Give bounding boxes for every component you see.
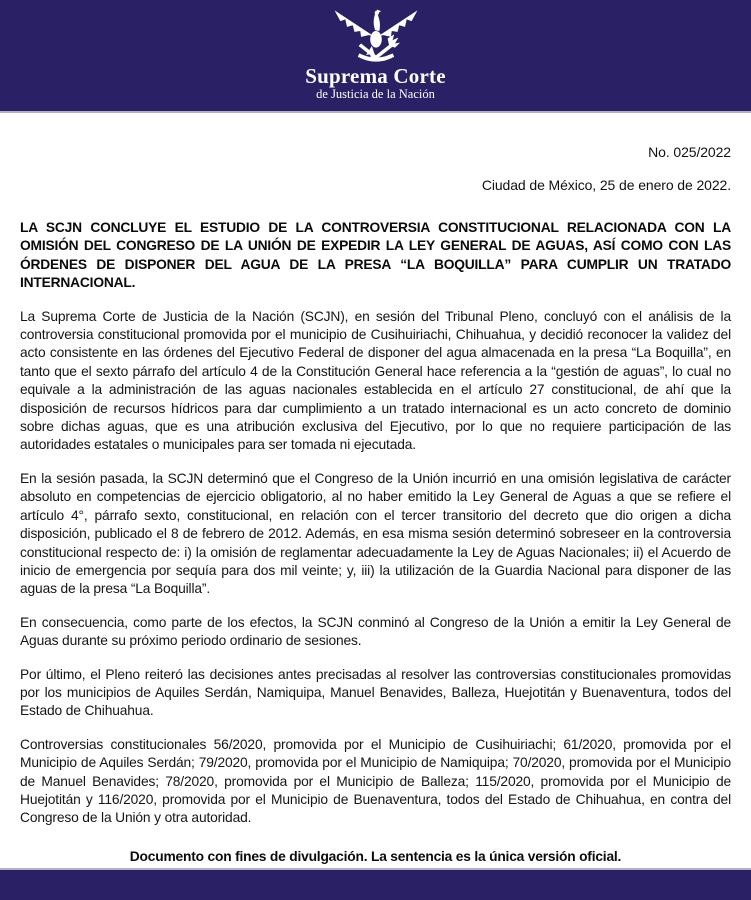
body-paragraph-5: Controversias constitucionales 56/2020, promovida por el Municipio de Cusihuiriachi; 61/2020, promovida por el Municipio de Aquiles Serdán; 79/2020, promovida por el Municipio de Namiquipa; 70/2020, promovida por el Municipio de Manuel Benavides; 78/2020, promovida por el Municipio de Balleza; 115/2020, promovida por el Municipio de Huejotitán y 116/2020, promovida por el Municipio de Buenaventura, todos del Estado de Chihuahua, en contra del Congreso de la Unión y otra autoridad. xyxy=(20,736,731,826)
body-paragraph-3: En consecuencia, como parte de los efectos, la SCJN conminó al Congreso de la Unión a emitir la Ley General de Aguas durante su próximo periodo ordinario de sesiones. xyxy=(20,614,731,649)
scjn-eagle-icon xyxy=(326,7,426,65)
org-subtitle: de Justicia de la Nación xyxy=(316,87,435,101)
footer-band xyxy=(0,868,751,900)
body-paragraph-2: En la sesión pasada, la SCJN determinó que el Congreso de la Unión incurrió en una omisión legislativa de carácter absoluto en competencias de ejercicio obligatorio, al no haber emitido la Ley General de Aguas a que se refiere el artículo 4°, párrafo sexto, constitucional, en relación con el tercer transitorio del decreto que dio origen a dicha disposición, publicado el 8 de febrero de 2012. Además, en esa misma sesión determinó sobreseer en la controversia constitucional respecto de: i) la omisión de reglamentar adecuadamente la Ley de Aguas Nacionales; ii) el Acuerdo de inicio de emergencia por sequía para dos mil veinte; y, iii) la utilización de la Guardia Nacional para disponer de las aguas de la presa “La Boquilla”. xyxy=(20,470,731,597)
header-band xyxy=(0,0,751,113)
document-body xyxy=(20,113,731,864)
dateline: Ciudad de México, 25 de enero de 2022. xyxy=(481,177,731,193)
disclaimer-note: Documento con fines de divulgación. La sentencia es la única versión oficial. xyxy=(129,848,622,864)
org-name: Suprema Corte xyxy=(305,64,446,88)
body-paragraph-4: Por último, el Pleno reiteró las decisiones antes precisadas al resolver las controversias constitucionales promovidas por los municipios de Aquiles Serdán, Namiquipa, Manuel Benavides, Balleza, Huejotitán y Buenaventura, todos del Estado de Chihuahua. xyxy=(20,666,731,719)
document-number: No. 025/2022 xyxy=(648,144,731,160)
body-paragraph-1: La Suprema Corte de Justicia de la Nación (SCJN), en sesión del Tribunal Pleno, concluyó con el análisis de la controversia constitucional promovida por el municipio de Cusihuiriachi, Chihuahua, y decidió reconocer la validez del acto consistente en las órdenes del Ejecutivo Federal de disponer del agua almacenada en la presa “La Boquilla”, en tanto que el sexto párrafo del artículo 4 de la Constitución General hace referencia a la “gestión de aguas”, lo cual no equivale a la administración de las aguas nacionales establecida en el artículo 27 constitucional, de ahí que la disposición de recursos hídricos para dar cumplimiento a un tratado internacional es un acto concreto de dominio sobre dichas aguas, que es una atribución exclusiva del Ejecutivo, por lo que no requiere participación de las autoridades estatales o municipales para ser tomada ni ejecutada. xyxy=(20,308,731,453)
headline: LA SCJN CONCLUYE EL ESTUDIO DE LA CONTROVERSIA CONSTITUCIONAL RELACIONADA CON LA OMISIÓN DEL CONGRESO DE LA UNIÓN DE EXPEDIR LA LEY GENERAL DE AGUAS, ASÍ COMO CON LAS ÓRDENES DE DISPONER DEL AGUA DE LA PRESA “LA BOQUILLA” PARA CUMPLIR UN TRATADO INTERNACIONAL. xyxy=(20,220,731,291)
